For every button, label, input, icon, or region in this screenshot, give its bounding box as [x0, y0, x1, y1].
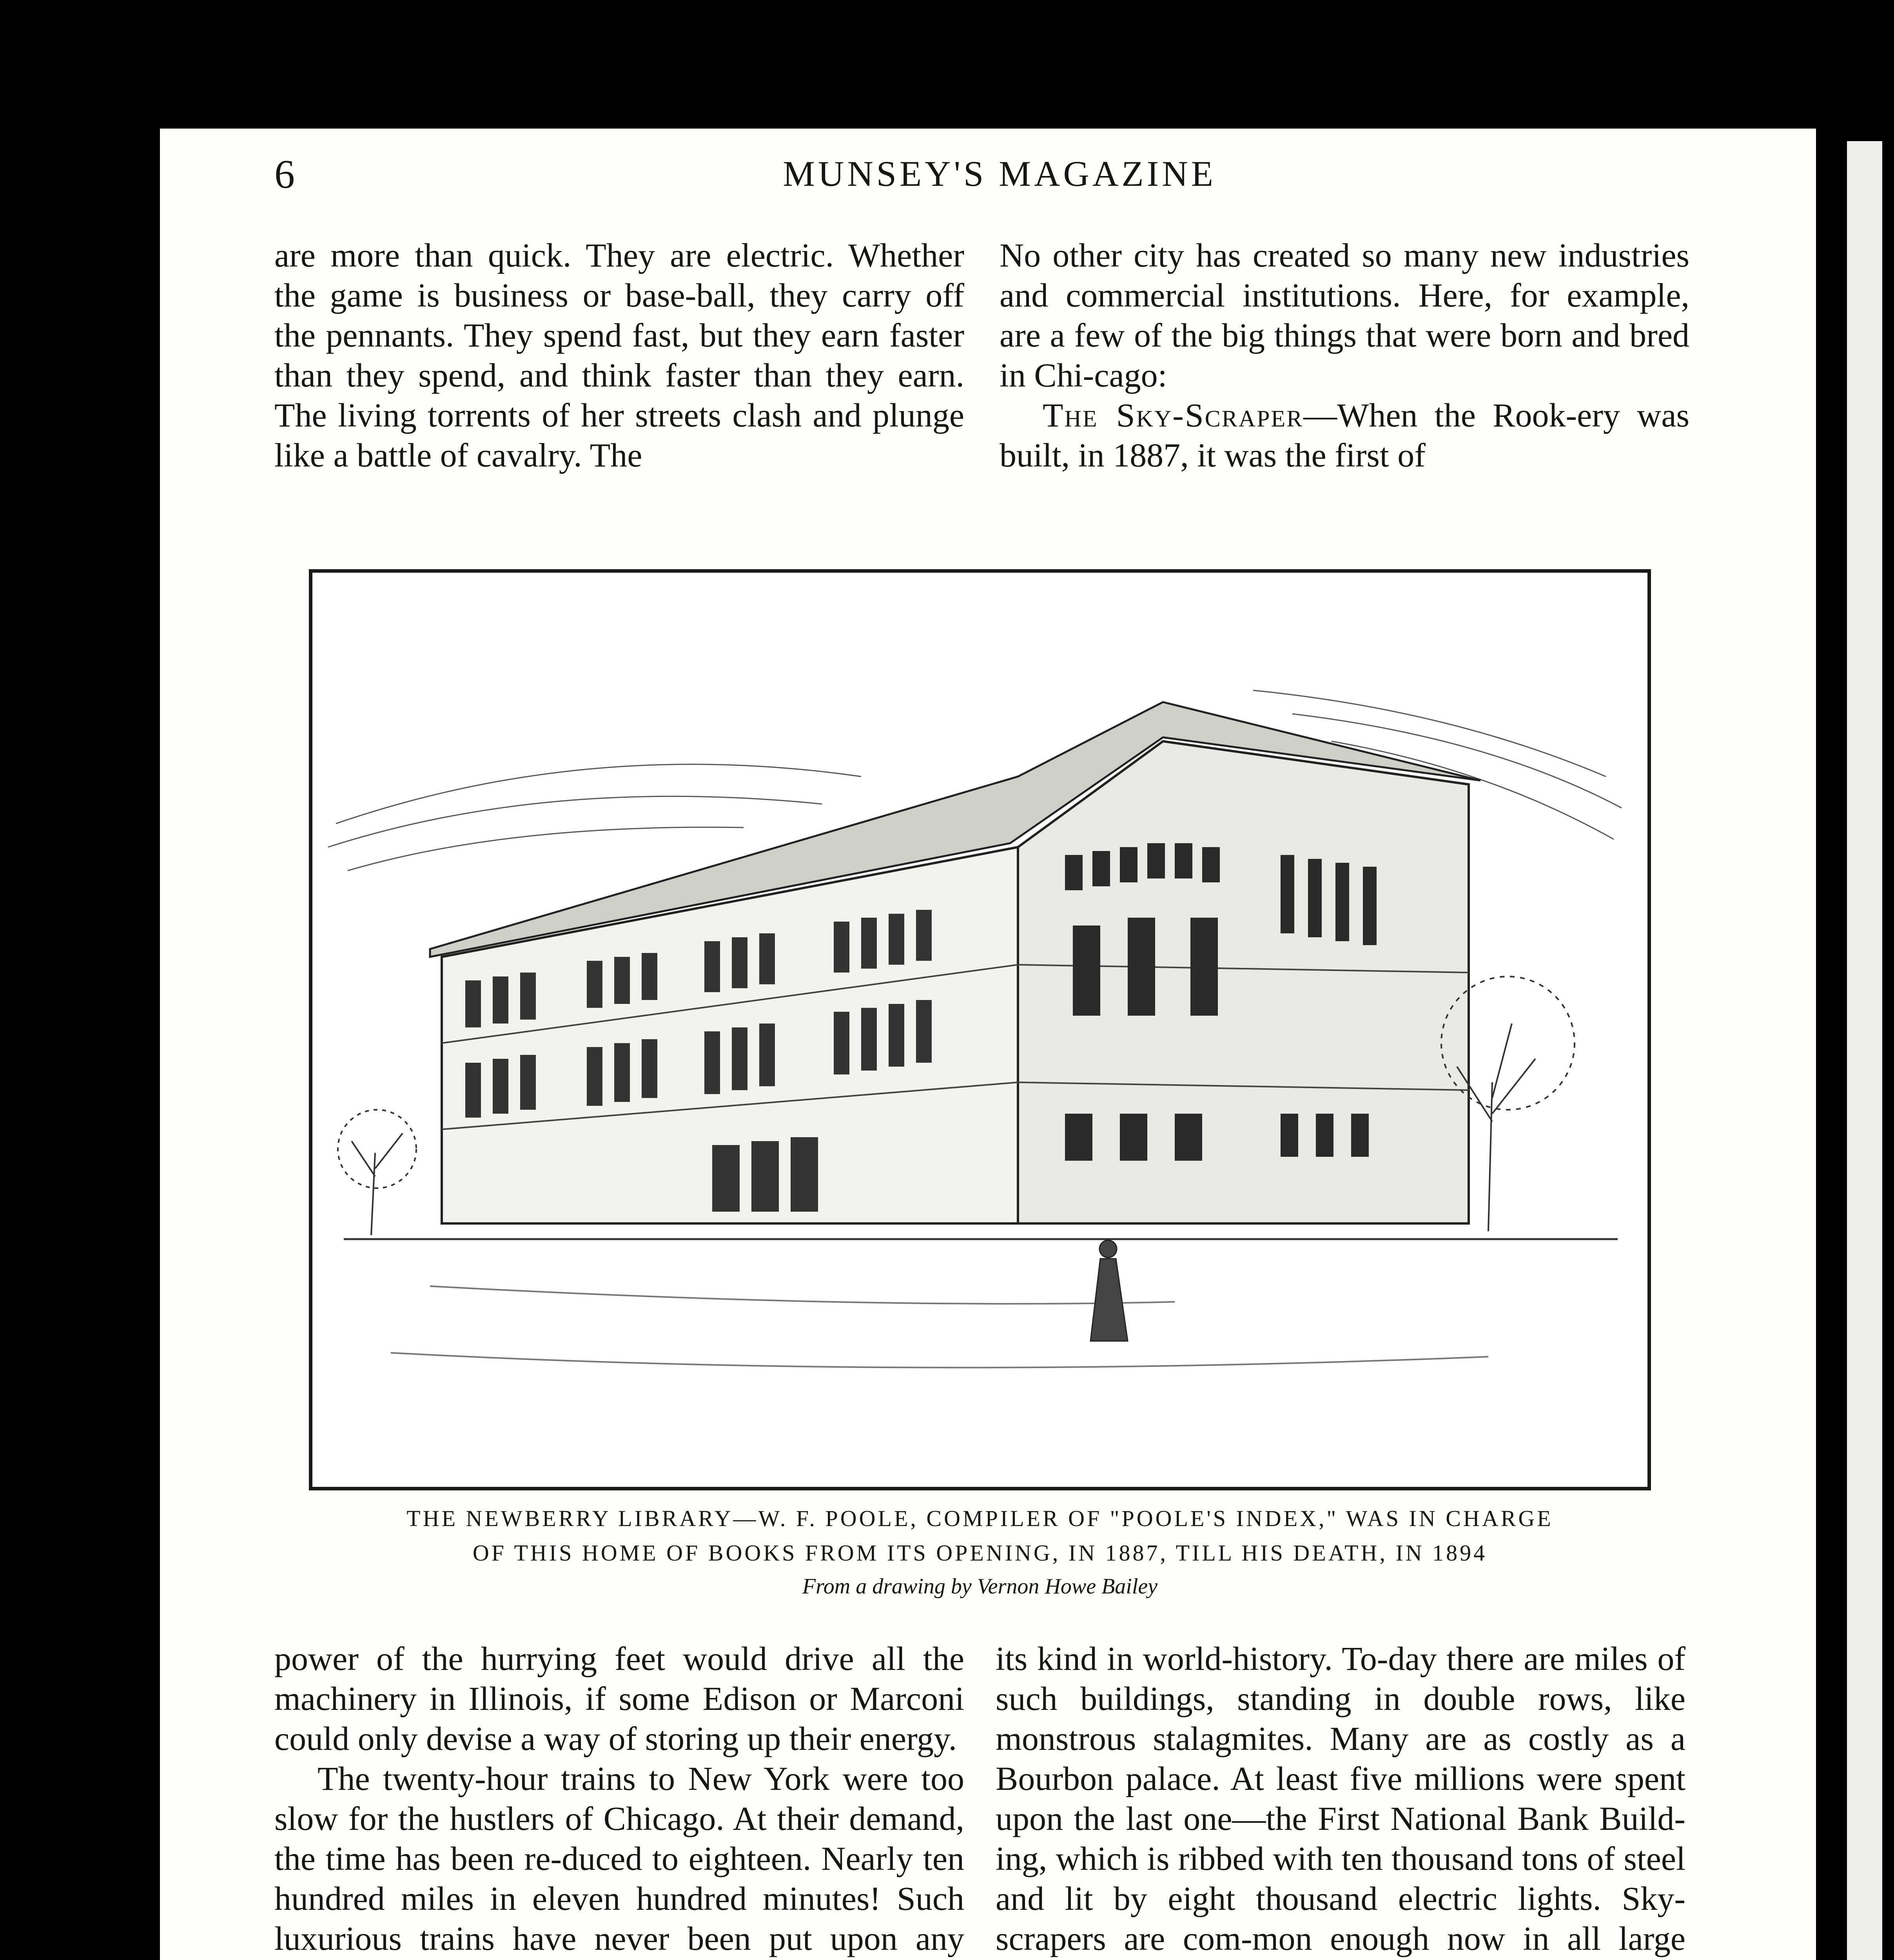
section-lead: The Sky-Scraper: [1043, 396, 1304, 434]
paragraph: its kind in world-history. To-day there are miles of such buildings, standing in double rows, like monstrous stalagmites. Many are as costly as a Bourbon palace. At least five millions were spent upon the last one—the First National Bank Build-ing, which is ribbed with ten thousand tons of steel and lit by eight thousand electric lights. Sky-scrapers are com-mon enough now in all large: [996, 1640, 1685, 1957]
building-drawing: [312, 573, 1647, 1487]
top-left-column: [274, 235, 964, 475]
paragraph: No other city has created so many new industries and commercial institutions. Here, for example, are a few of the big things that were born and bred in Chi-cago:: [1000, 236, 1689, 394]
figure-caption: [298, 1501, 1662, 1570]
caption-line: OF THIS HOME OF BOOKS FROM ITS OPENING, IN 1887, TILL HIS DEATH, IN 1894: [472, 1540, 1488, 1566]
bottom-right-column: [996, 1639, 1685, 1960]
adjacent-page-edge: [1847, 141, 1882, 1960]
top-right-column: [1000, 235, 1689, 475]
paragraph: are more than quick. They are electric. Whether the game is business or base-ball, they carry off the pennants. They spend fast, but they earn faster than they spend, and think faster than they earn. The living torrents of her streets clash and plunge like a battle of cavalry. The: [274, 236, 964, 474]
paragraph-text: —When the Rook-ery was built, in 1887, it was the first of: [1000, 396, 1689, 474]
paragraph: [1000, 395, 1689, 475]
paragraph: The twenty-hour trains to New York were too slow for the hustlers of Chicago. At their demand, the time has been re-duced to eighteen. Nearly ten hundred miles in eleven hundred minutes! Such luxurious trains have never been put upon any: [274, 1760, 964, 1957]
paragraph: power of the hurrying feet would drive all the machinery in Illinois, if some Edison or Marconi could only devise a way of storing up their energy.: [274, 1640, 964, 1757]
newberry-library-illustration: [309, 569, 1651, 1490]
running-header: MUNSEY'S MAGAZINE: [783, 154, 1216, 194]
figure-credit: From a drawing by Vernon Howe Bailey: [802, 1574, 1158, 1599]
caption-line: THE NEWBERRY LIBRARY—W. F. POOLE, COMPILER OF "POOLE'S INDEX," WAS IN CHARGE: [406, 1506, 1553, 1531]
page-number: 6: [274, 152, 295, 197]
bottom-left-column: [274, 1639, 964, 1960]
